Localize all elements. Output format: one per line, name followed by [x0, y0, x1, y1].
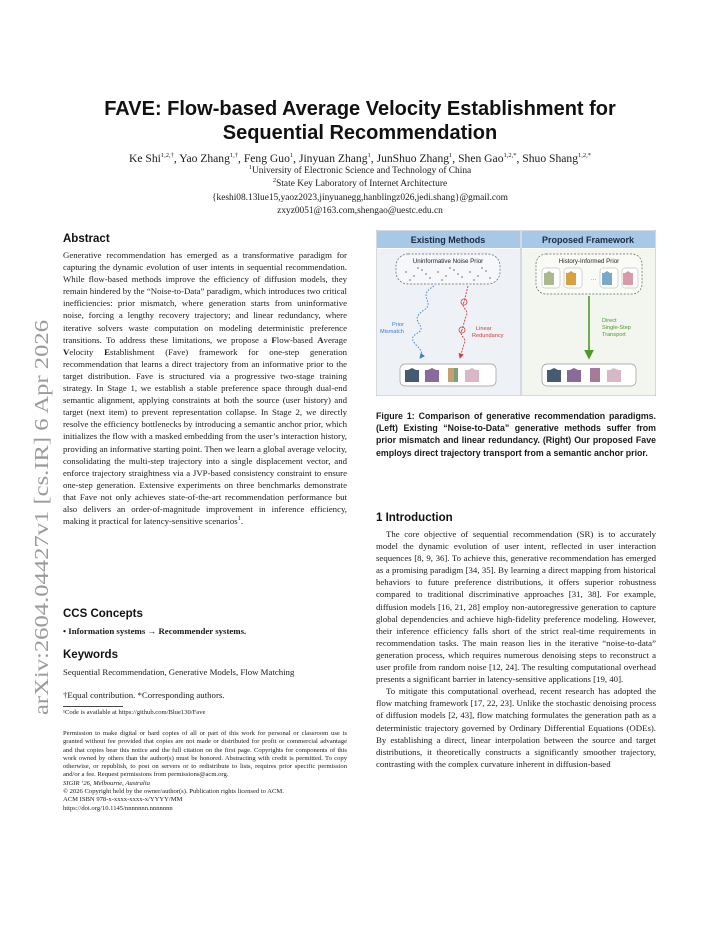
doi-line: https://doi.org/10.1145/nnnnnnn.nnnnnnn — [63, 804, 173, 812]
author-affiliation-marker: 1 — [289, 152, 294, 160]
equal-contribution-note: †Equal contribution. *Corresponding authors. — [63, 690, 225, 700]
prior-mismatch-label-2: Mismatch — [380, 329, 404, 335]
code-footnote: ¹Code is available at https://github.com/Blue130/Fave — [63, 709, 206, 716]
permission-block — [63, 730, 347, 813]
history-prior-box — [536, 254, 642, 294]
proposed-framework-header: Proposed Framework — [541, 235, 635, 245]
direct-transport-label-2: Single-Step — [602, 325, 631, 331]
svg-text:…: … — [590, 275, 597, 282]
introduction-body — [376, 528, 656, 770]
linear-redundancy-label-1: Linear — [476, 326, 492, 332]
affiliation-2-text: State Key Laboratory of Internet Architecture — [276, 179, 448, 189]
noise-prior-cloud — [396, 254, 500, 284]
paper-title: FAVE: Flow-based Average Velocity Establishment for Sequential Recommendation — [104, 98, 616, 144]
footnote-rule — [63, 706, 123, 707]
author-name: Jinyuan Zhang$^1$ — [298, 152, 371, 165]
author-affiliation-marker: 1,† — [229, 152, 239, 160]
author-affiliation-marker: 1,2,* — [578, 152, 592, 160]
figure-1-caption: Figure 1: Comparison of generative recommendation paradigms. (Left) Existing “Noise-to-Data” generative methods suffer from prior mismatch and linear redundancy. (Right) Our proposed Fave employs direct trajectory transport from a semantic anchor prior. — [376, 411, 656, 458]
noise-prior-label: Uninformative Noise Prior — [412, 258, 484, 265]
right-target-items — [542, 364, 636, 386]
left-target-items — [400, 364, 496, 386]
author-name: Shen Gao$^{1,2,*}$ — [458, 152, 517, 165]
venue-line: SIGIR ’26, Melbourne, Australia — [63, 779, 150, 787]
author-affiliation-marker: 1,2,* — [503, 152, 517, 160]
author-affiliation-marker: 1 — [449, 152, 453, 160]
author-list: Ke Shi$^{1,2,\dagger}$, Yao Zhang$^{1,\dagger}$, Feng Guo$^1$, Jinyuan Zhang$^1$, JunShuo Zhang$^1$, Shen Gao$^{1,2,*}$, Shuo Shang$^{1,2,*}$ — [128, 152, 592, 165]
intro-paragraph-1: The core objective of sequential recommendation (SR) is to accurately model the dynamic evolution of user intent, reflected in user interaction sequences [8, 9, 36]. To achieve this, generative recommendation has emerged as a promising paradigm [34, 35]. By learning a direct mapping from historical behaviors to future preference distributions, it offers superior robustness compared to traditional discriminative approaches [31, 38]. For example, diffusion models [16, 21, 28] employ non-autoregressive generation to capture global dependencies and achieve high-fidelity preference modeling. However, their inference efficiency falls short of the strict real-time requirements in recommendation tasks. The main reason lies in the iterative “noise-to-data” generation process, which requires numerous denoising steps to reconstruct a user profile from random noise [12, 24]. The resulting computational overhead presents a significant barrier in latency-sensitive applications [19, 40]. — [376, 529, 656, 685]
author-name: Yao Zhang$^{1,\dagger}$ — [179, 152, 239, 165]
ccs-heading: CCS Concepts — [63, 608, 143, 620]
history-prior-label: History-Informed Prior — [558, 258, 620, 265]
author-name: Feng Guo$^1$ — [243, 152, 294, 165]
keywords-text: Sequential Recommendation, Generative Models, Flow Matching — [63, 667, 295, 677]
arxiv-identifier: arXiv:2604.04427v1 [cs.IR] 6 Apr 2026 — [31, 393, 53, 715]
direct-transport-label-1: Direct — [602, 318, 617, 324]
arxiv-stamp — [18, 160, 58, 760]
affiliation-1-text: University of Electronic Science and Technology of China — [252, 166, 472, 176]
author-affiliation-marker: 1 — [367, 152, 371, 160]
copyright-line: © 2026 Copyright held by the owner/author(s). Publication rights licensed to ACM. — [63, 788, 284, 796]
author-emails-2: zxyz0051@163.com,shengao@uestc.edu.cn — [277, 206, 443, 216]
direct-transport-label-3: Transport — [602, 332, 626, 338]
affiliation-2: $^2$State Key Laboratory of Internet Architecture — [272, 176, 448, 189]
abstract-heading: Abstract — [63, 233, 110, 245]
prior-mismatch-label-1: Prior — [392, 322, 404, 328]
author-emails-1: {keshi08.13lue15,yaoz2023,jinyuanegg,hanblingz026,jedi.shang}@gmail.com — [212, 193, 508, 203]
abstract-text: Generative recommendation has emerged as a transformative paradigm for capturing the dynamic evolution of user intents in sequential recommendation. While flow-based methods improve the efficiency of diffusion models, they remain hindered by the “Noise-to-Data” paradigm, which introduces two critical inefficiencies: prior mismatch, where generation starts from uninformative noise, forcing a lengthy recovery trajectory; and linear redundancy, where iterative solvers waste computation on modeling deterministic preference transitions. To address these limitations, we propose a Flow-based Average Velocity Establishment (Fave) framework for one-step generation recommendation that learns a direct trajectory from an informative prior to the target distribution. Fave is structured via a progressive two-stage training strategy. In Stage 1, we establish a stable preference space through dual-end semantic alignment, applying constraints at both the source (user history) and target (next item) to prevent representation collapse. In Stage 2, we directly resolve the efficiency bottlenecks by introducing a semantic anchor prior, which initializes the flow with a masked embedding from the user’s interaction history, providing an informative starting point. Then we learn a global average velocity, consolidating the multi-step trajectory into a single displacement vector, and enforce trajectory straightness via a JVP-based consistency constraint to ensure one-step generation. Extensive experiments on three benchmarks demonstrate that Fave not only achieves state-of-the-art recommendation performance but also delivers an order-of-magnitude improvement in inference efficiency, making it practical for latency-sensitive scenarios$^1$. — [63, 250, 348, 527]
author-name: Shuo Shang$^{1,2,*}$ — [522, 152, 592, 165]
keywords-heading: Keywords — [63, 649, 118, 661]
author-affiliation-marker: 1,2,† — [160, 152, 174, 160]
intro-paragraph-2: To mitigate this computational overhead, recent research has adopted the flow matching framework [17, 22, 23]. Unlike the stochastic denoising process of diffusion models [2, 43], flow matching formulates the generation path as a deterministic trajectory governed by Ordinary Differential Equations (ODEs). By establishing a direct, linear interpolation between the source and target distributions, it theoretically constructs a significantly smoother trajectory, contrasting with the complex curvature inherent in diffusion-based — [376, 686, 656, 769]
author-name: Ke Shi$^{1,2,\dagger}$ — [128, 152, 174, 165]
introduction-heading: 1 Introduction — [376, 512, 453, 524]
figure-1 — [376, 230, 656, 396]
ccs-text: • Information systems → Recommender systems. — [63, 626, 247, 636]
author-name: JunShuo Zhang$^1$ — [376, 152, 453, 165]
affiliation-1: $^1$University of Electronic Science and Technology of China — [248, 163, 472, 176]
linear-redundancy-label-2: Redundancy — [472, 333, 504, 339]
permission-text: Permission to make digital or hard copies of all or part of this work for personal or classroom use is granted without fee provided that copies are not made or distributed for profit or commercial advantage and that copies bear this notice and the full citation on the first page. Copyrights for components of this work owned by others than the author(s) must be honored. Abstracting with credit is permitted. To copy otherwise, or republish, to post on servers or to redistribute to lists, requires prior specific permission and/or a fee. Request permissions from permissions@acm.org. — [63, 730, 347, 779]
existing-methods-header: Existing Methods — [410, 235, 486, 245]
isbn-line: ACM ISBN 978-x-xxxx-xxxx-x/YYYY/MM — [63, 796, 183, 804]
